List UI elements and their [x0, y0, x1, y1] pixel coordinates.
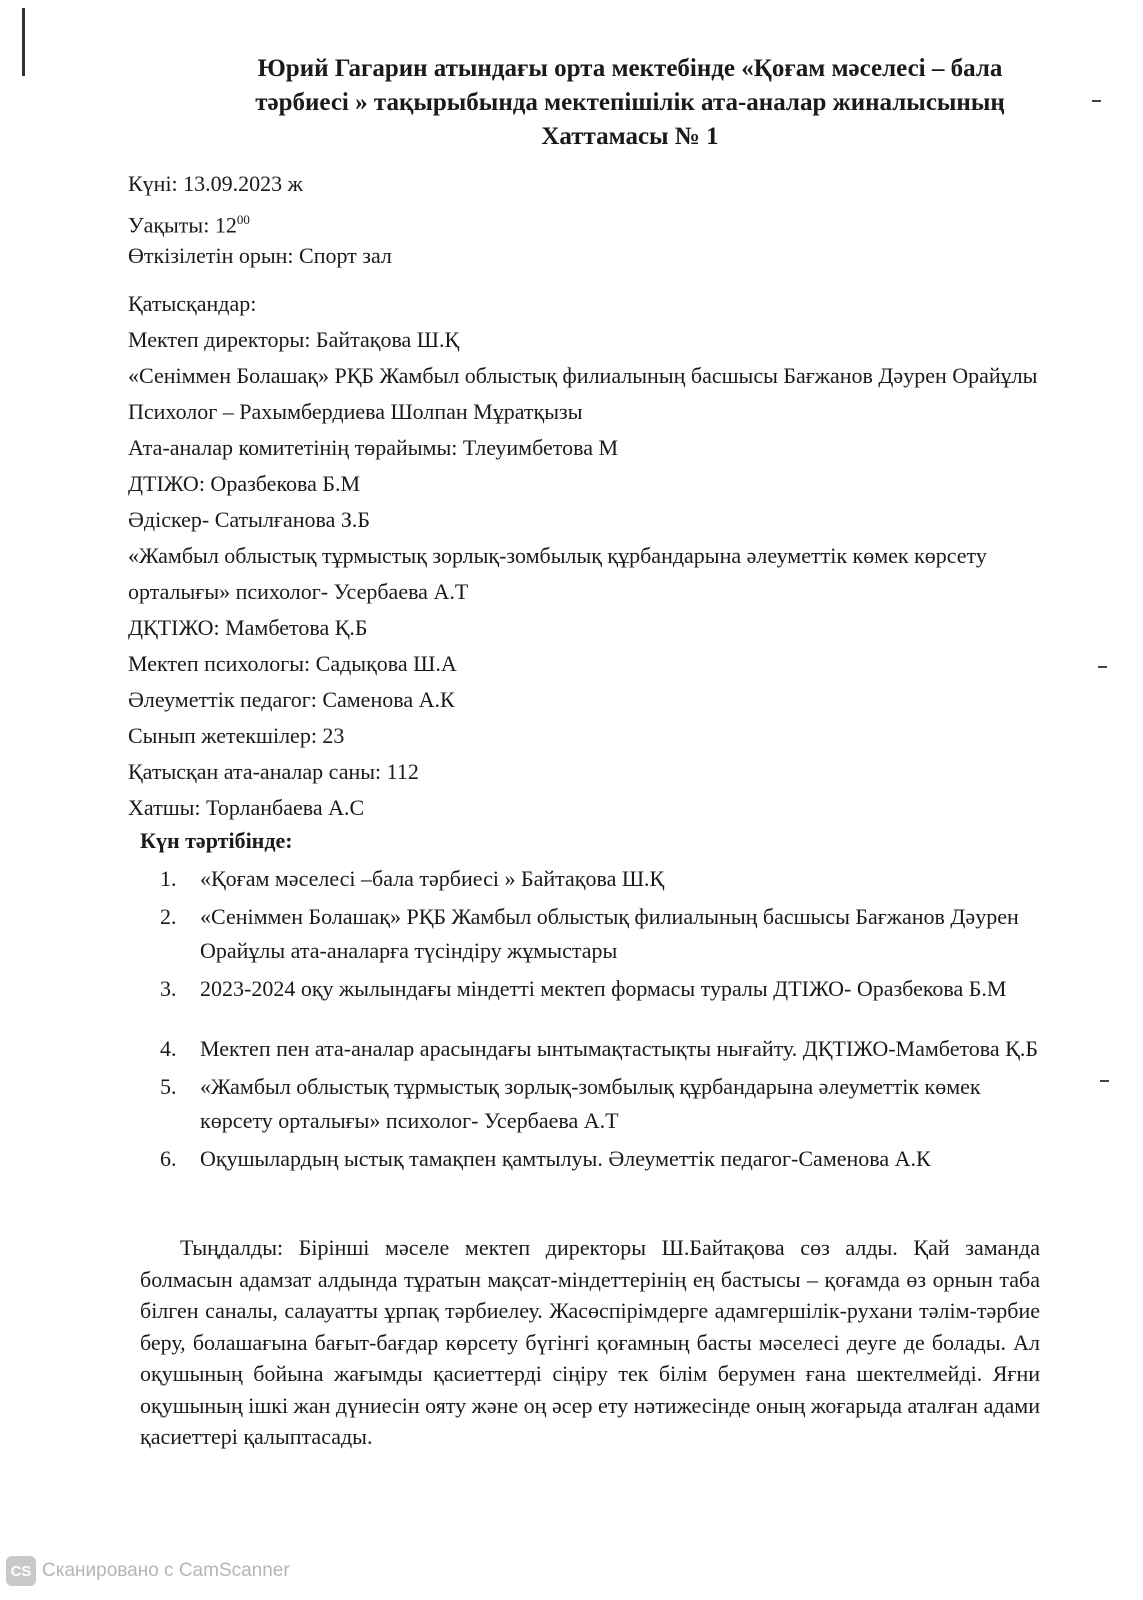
participant-bolashak: «Сеніммен Болашақ» РҚБ Жамбыл облыстық филиалының басшысы Бағжанов Дәурен Орайұлы — [128, 363, 1038, 388]
agenda-text: «Жамбыл облыстық тұрмыстық зорлық-зомбылық құрбандарына әлеуметтік көмек көрсету орталығы» психолог- Усербаева А.Т — [200, 1074, 981, 1133]
agenda-text: «Қоғам мәселесі –бала тәрбиесі » Байтақова Ш.Қ — [200, 866, 665, 891]
watermark-text: Сканировано с CamScanner — [42, 1560, 290, 1581]
list-item — [160, 1032, 1050, 1066]
participant-center: «Жамбыл облыстық тұрмыстық зорлық-зомбылық құрбандарына әлеуметтік көмек көрсету орталығы» психолог- Усербаева А.Т — [128, 543, 987, 604]
participant-committee: Ата-аналар комитетінің төрайымы: Тлеуимбетова М — [128, 435, 619, 460]
agenda-title: Күн тәртібінде: — [140, 828, 293, 853]
scanner-watermark — [6, 1556, 290, 1586]
agenda-number: 6. — [160, 1146, 177, 1171]
agenda-text: Оқушылардың ыстық тамақпен қамтылуы. Әлеуметтік педагог-Саменова А.К — [200, 1146, 931, 1171]
scan-dot — [1092, 100, 1101, 102]
title-line-3: Хаттамасы № 1 — [541, 123, 719, 150]
document-title — [190, 52, 1070, 154]
camscanner-logo: CS — [6, 1556, 36, 1586]
meeting-date: Күні: 13.09.2023 ж — [128, 171, 303, 196]
agenda-text: «Сеніммен Болашақ» РҚБ Жамбыл облыстық филиалының басшысы Бағжанов Дәурен Орайұлы ата-аналарға түсіндіру жұмыстары — [200, 904, 1019, 963]
secretary: Хатшы: Торланбаева А.С — [128, 795, 365, 820]
participant-school-psych: Мектеп психологы: Садықова Ш.А — [128, 651, 457, 676]
title-line-1: Юрий Гагарин атындағы орта мектебінде «Қоғам мәселесі – бала — [257, 55, 1003, 82]
list-item — [160, 900, 1050, 968]
meeting-details — [128, 166, 1068, 826]
title-line-2: тәрбиесі » тақырыбында мектепішілік ата-аналар жиналысының — [255, 89, 1005, 116]
time-minutes: 00 — [236, 212, 250, 227]
list-item — [160, 862, 1050, 896]
agenda-list — [160, 862, 1050, 1180]
agenda-text: Мектеп пен ата-аналар арасындағы ынтымақтастықты нығайту. ДҚТІЖО-Мамбетова Қ.Б — [200, 1036, 1038, 1061]
meeting-place: Өткізілетін орын: Спорт зал — [128, 243, 392, 268]
list-item — [160, 1070, 1050, 1138]
participant-methodist: Әдіскер- Сатылғанова З.Б — [128, 507, 371, 532]
meeting-time — [128, 202, 1068, 238]
participant-dktizho: ДҚТІЖО: Мамбетова Қ.Б — [128, 615, 368, 640]
agenda-number: 4. — [160, 1036, 177, 1061]
agenda-number: 3. — [160, 976, 177, 1001]
participant-director: Мектеп директоры: Байтақова Ш.Қ — [128, 327, 460, 352]
list-item — [160, 972, 1050, 1006]
agenda-text: 2023-2024 оқу жылындағы міндетті мектеп формасы туралы ДТІЖО- Оразбекова Б.М — [200, 976, 1007, 1001]
time-label: Уақыты: 12 — [128, 212, 237, 238]
class-teachers: Сынып жетекшілер: 23 — [128, 723, 345, 748]
scan-edge-mark — [22, 8, 25, 76]
agenda-number: 2. — [160, 904, 177, 929]
participants-label: Қатысқандар: — [128, 291, 257, 316]
minutes-body: Тыңдалды: Бірінші мәселе мектеп директоры Ш.Байтақова сөз алды. Қай заманда болмасын адамзат алдында тұратын мақсат-міндеттерінің ең бастысы – қоғамда өз орнын таба білген саналы, салауатты ұрпақ тәрбиелеу. Жасөспірімдерге адамгершілік-рухани тәлім-тәрбие беру, болашағына бағыт-бағдар көрсету бүгінгі қоғамның басты мәселесі деуге де болады. Ал оқушының бойына жағымды қасиеттерді сіңіру тек білім берумен ғана шектелмейді. Яғни оқушының ішкі жан дүниесін ояту және оң әсер ету нәтижесінде оның жоғарыда аталған адами қасиеттері қалыптасады. — [140, 1235, 1040, 1449]
list-item — [160, 1142, 1050, 1176]
participant-social: Әлеуметтік педагог: Саменова А.К — [128, 687, 455, 712]
parents-count: Қатысқан ата-аналар саны: 112 — [128, 759, 419, 784]
agenda-number: 5. — [160, 1074, 177, 1099]
participant-psychologist: Психолог – Рахымбердиева Шолпан Мұратқызы — [128, 399, 583, 424]
scan-dot — [1100, 1080, 1109, 1082]
agenda-number: 1. — [160, 866, 177, 891]
participant-dtizho: ДТІЖО: Оразбекова Б.М — [128, 471, 361, 496]
scan-dot — [1098, 666, 1107, 668]
